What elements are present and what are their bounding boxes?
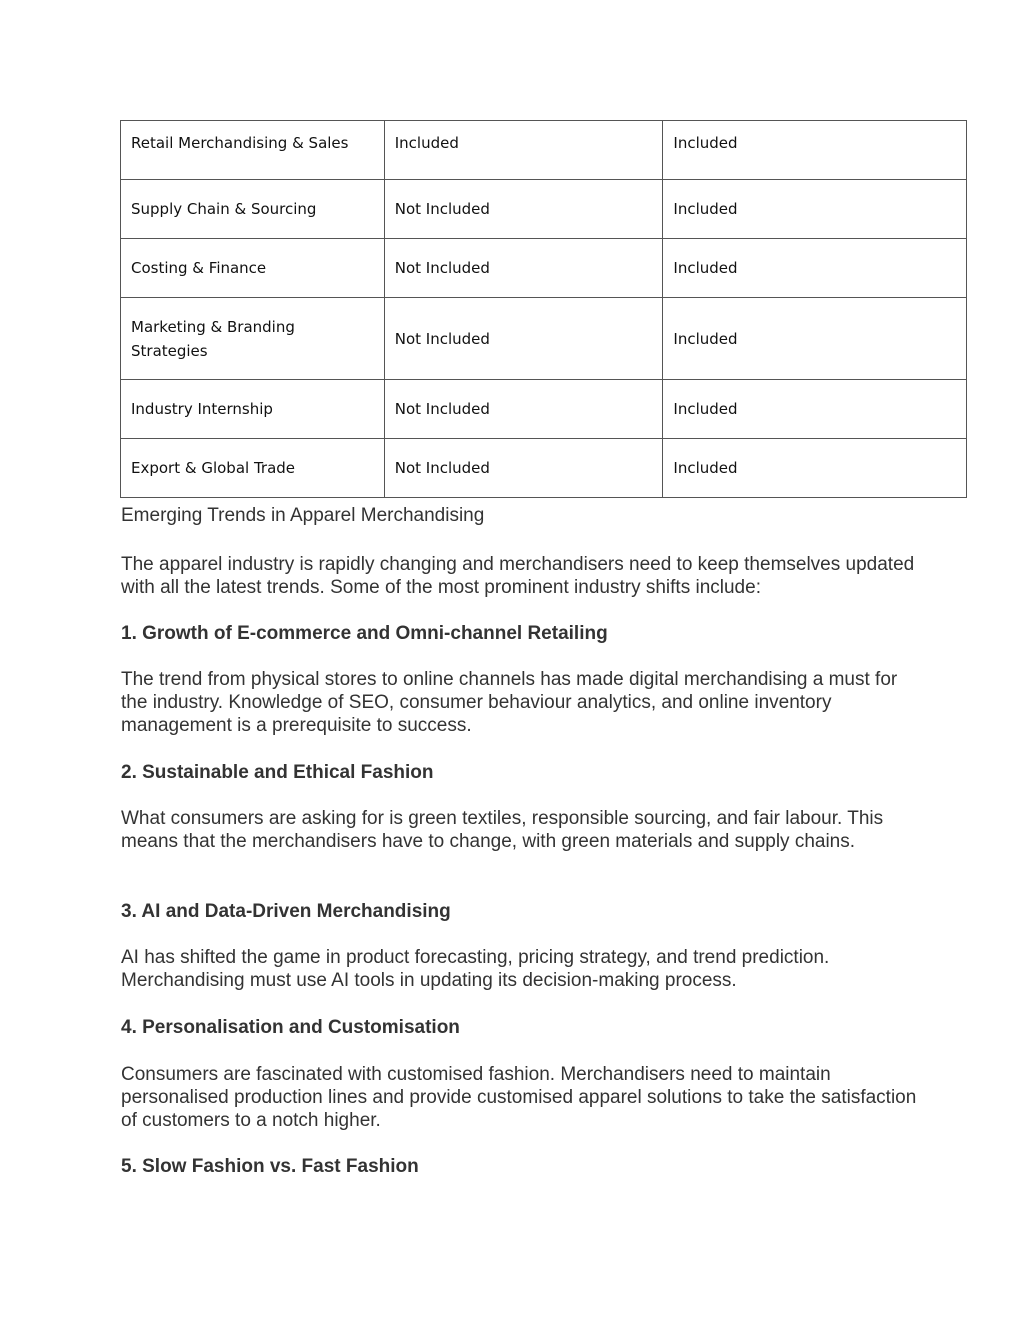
table-cell: Not Included <box>384 439 663 498</box>
intro-paragraph: The apparel industry is rapidly changing and merchandisers need to keep themselves updated with all the latest trends. Some of the most prominent industry shifts include: <box>121 554 915 598</box>
table-row <box>121 380 967 439</box>
table-cell: Industry Internship <box>121 380 385 439</box>
table-cell: Included <box>663 239 967 298</box>
table-cell: Included <box>663 298 967 380</box>
table-cell: Not Included <box>384 180 663 239</box>
table-cell: Marketing & Branding Strategies <box>121 298 385 380</box>
table-row <box>121 239 967 298</box>
trend-heading: 4. Personalisation and Customisation <box>121 1017 460 1038</box>
table-cell: Included <box>384 121 663 180</box>
table-cell: Included <box>663 180 967 239</box>
table-row <box>121 121 967 180</box>
table-row <box>121 180 967 239</box>
table-cell: Not Included <box>384 380 663 439</box>
trend-body: What consumers are asking for is green textiles, responsible sourcing, and fair labour. This means that the merchandisers have to change, with green materials and supply chains. <box>121 808 884 852</box>
table-cell: Costing & Finance <box>121 239 385 298</box>
table-row <box>121 298 967 380</box>
table-cell: Export & Global Trade <box>121 439 385 498</box>
trend-heading: 5. Slow Fashion vs. Fast Fashion <box>121 1156 419 1177</box>
trend-body: Consumers are fascinated with customised fashion. Merchandisers need to maintain personalised production lines and provide customised apparel solutions to take the satisfaction of customers to a notch higher. <box>121 1064 917 1131</box>
section-title: Emerging Trends in Apparel Merchandising <box>121 505 485 526</box>
trend-heading: 3. AI and Data-Driven Merchandising <box>121 901 451 922</box>
table-cell: Included <box>663 380 967 439</box>
table-row <box>121 439 967 498</box>
trend-heading: 1. Growth of E-commerce and Omni-channel Retailing <box>121 623 608 644</box>
table-cell: Not Included <box>384 298 663 380</box>
table-cell: Retail Merchandising & Sales <box>121 121 385 180</box>
comparison-table <box>120 120 967 498</box>
table-cell: Supply Chain & Sourcing <box>121 180 385 239</box>
table-cell: Included <box>663 439 967 498</box>
trend-heading: 2. Sustainable and Ethical Fashion <box>121 762 434 783</box>
trend-body: The trend from physical stores to online channels has made digital merchandising a must for the industry. Knowledge of SEO, consumer behaviour analytics, and online inventory management is a prerequisite to success. <box>121 669 898 736</box>
table-cell: Included <box>663 121 967 180</box>
table-cell: Not Included <box>384 239 663 298</box>
trend-body: AI has shifted the game in product forecasting, pricing strategy, and trend prediction. Merchandising must use AI tools in updating its decision-making process. <box>121 947 830 991</box>
